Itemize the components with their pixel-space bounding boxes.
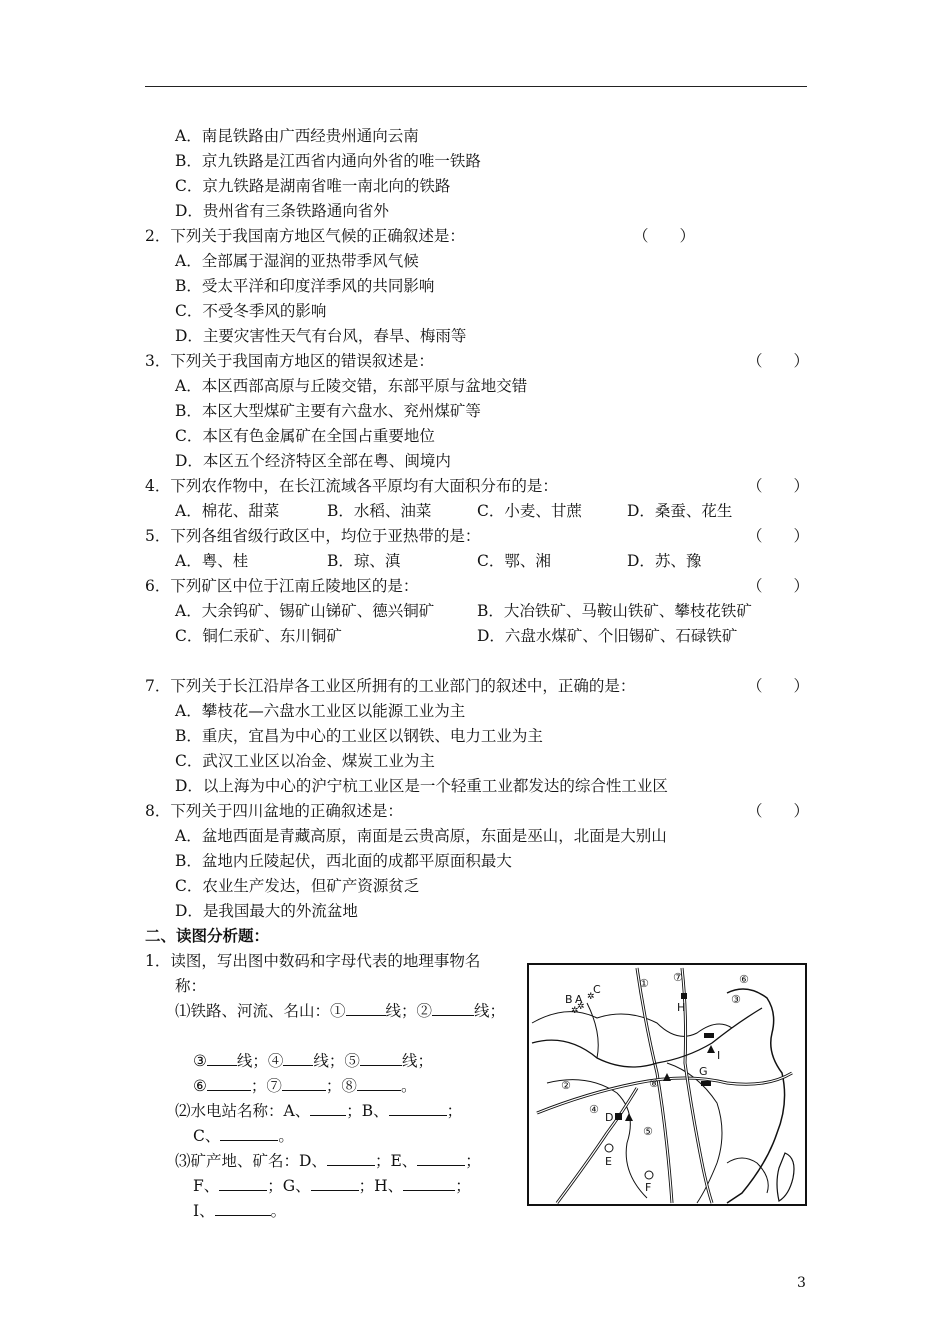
s2-sub1-line: ⑴铁路、河流、名山：① 线；② 线；: [175, 1002, 506, 1020]
q8-option-d: D．是我国最大的外流盆地: [175, 902, 358, 920]
answer-blank[interactable]: [327, 1151, 375, 1166]
answer-blank[interactable]: [389, 1101, 447, 1116]
q4-answer-paren: （ ）: [747, 477, 810, 495]
s2-sub3-line3: I、 。: [193, 1202, 287, 1220]
map-label-a: A: [575, 993, 583, 1006]
q1-option-c: C．京九铁路是湖南省唯一南北向的铁路: [175, 177, 451, 195]
q5-option-a: A．粤、桂: [175, 552, 249, 570]
q2-option-b: B．受太平洋和印度洋季风的共同影响: [175, 277, 435, 295]
q5-stem: 5．下列各组省级行政区中，均位于亚热带的是：: [145, 527, 481, 545]
answer-blank[interactable]: [403, 1176, 455, 1191]
q2-option-a: A．全部属于湿润的亚热带季风气候: [175, 252, 419, 270]
answer-blank[interactable]: [207, 1051, 237, 1066]
q4-option-c: C．小麦、甘蔗: [477, 502, 582, 520]
answer-blank[interactable]: [432, 1001, 474, 1016]
map-label-i: I: [717, 1049, 721, 1062]
q4-stem: 4．下列农作物中，在长江流域各平原均有大面积分布的是：: [145, 477, 558, 495]
map-label-3: ③: [731, 993, 741, 1006]
q4-option-b: B．水稻、油菜: [327, 502, 432, 520]
s2-sub2-line2: C、 。: [193, 1127, 294, 1145]
q6-option-c: C．铜仁汞矿、东川铜矿: [175, 627, 342, 645]
q1-option-d: D．贵州省有三条铁路通向省外: [175, 202, 389, 220]
map-label-f: F: [645, 1181, 652, 1194]
q1-option-b: B．京九铁路是江西省内通向外省的唯一铁路: [175, 152, 481, 170]
q2-option-d: D．主要灾害性天气有台风，春旱、梅雨等: [175, 327, 467, 345]
q3-stem: 3．下列关于我国南方地区的错误叙述是：: [145, 352, 434, 370]
answer-blank[interactable]: [310, 1101, 346, 1116]
answer-blank[interactable]: [219, 1176, 267, 1191]
hydro-star-icon: ✲: [571, 1006, 579, 1016]
q5-answer-paren: （ ）: [747, 527, 810, 545]
page-number: 3: [797, 1275, 806, 1291]
q4-option-d: D．桑蚕、花生: [627, 502, 733, 520]
s2-sub3-line2: F、 ；G、 ；H、 ；: [193, 1177, 471, 1195]
q2-stem: 2．下列关于我国南方地区气候的正确叙述是：: [145, 227, 465, 245]
answer-blank[interactable]: [282, 1076, 326, 1091]
q7-answer-paren: （ ）: [747, 677, 810, 695]
map-label-b: B: [565, 993, 573, 1006]
hydro-star-icon: ✲: [577, 1002, 585, 1012]
q8-answer-paren: （ ）: [747, 802, 810, 820]
s2-sub1-line3: ⑥ ；⑦ ；⑧ 。: [193, 1077, 417, 1095]
header-rule: [145, 86, 807, 87]
q8-stem: 8．下列关于四川盆地的正确叙述是：: [145, 802, 403, 820]
map-label-8: ⑧: [649, 1077, 659, 1090]
q3-option-b: B．本区大型煤矿主要有六盘水、兖州煤矿等: [175, 402, 481, 420]
q7-option-b: B．重庆，宜昌为中心的工业区以钢铁、电力工业为主: [175, 727, 543, 745]
map-label-g: G: [699, 1065, 708, 1078]
answer-blank[interactable]: [346, 1001, 386, 1016]
map-label-4: ④: [589, 1103, 599, 1116]
mine-symbol: [701, 1081, 711, 1086]
hydro-star-icon: ✲: [587, 992, 595, 1002]
q7-option-d: D．以上海为中心的沪宁杭工业区是一个轻重工业都发达的综合性工业区: [175, 777, 668, 795]
south-china-map: [527, 963, 807, 1206]
q5-option-d: D．苏、豫: [627, 552, 702, 570]
q6-option-a: A．大余钨矿、锡矿山锑矿、德兴铜矿: [175, 602, 435, 620]
answer-blank[interactable]: [357, 1076, 401, 1091]
map-label-c: C: [593, 983, 601, 996]
s2-sub2-line: ⑵水电站名称：A、 ；B、 ；: [175, 1102, 463, 1120]
answer-blank[interactable]: [207, 1076, 251, 1091]
s2-q1-line2: 称：: [175, 977, 207, 995]
q2-answer-paren: （ ）: [633, 227, 696, 245]
q3-option-c: C．本区有色金属矿在全国占重要地位: [175, 427, 435, 445]
q6-option-b: B．大冶铁矿、马鞍山铁矿、攀枝花铁矿: [477, 602, 752, 620]
s2-q1-line1: 1．读图，写出图中数码和字母代表的地理事物名: [145, 952, 481, 970]
q8-option-a: A．盆地西面是青藏高原，南面是云贵高原，东面是巫山，北面是大别山: [175, 827, 667, 845]
q4-option-a: A．棉花、甜菜: [175, 502, 280, 520]
q6-option-d: D．六盘水煤矿、个旧锡矿、石碌铁矿: [477, 627, 738, 645]
q3-option-a: A．本区西部高原与丘陵交错，东部平原与盆地交错: [175, 377, 528, 395]
q8-option-c: C．农业生产发达，但矿产资源贫乏: [175, 877, 420, 895]
answer-blank[interactable]: [215, 1201, 271, 1216]
map-label-e: E: [605, 1155, 612, 1168]
q2-option-c: C．不受冬季风的影响: [175, 302, 327, 320]
q5-option-c: C．鄂、湘: [477, 552, 551, 570]
map-label-d: D: [605, 1111, 614, 1124]
q6-stem: 6．下列矿区中位于江南丘陵地区的是：: [145, 577, 419, 595]
mine-symbol: [615, 1113, 622, 1120]
answer-blank[interactable]: [311, 1176, 359, 1191]
q7-option-a: A．攀枝花—六盘水工业区以能源工业为主: [175, 702, 466, 720]
q5-option-b: B．琼、滇: [327, 552, 401, 570]
q3-answer-paren: （ ）: [747, 352, 810, 370]
sub1-head: ⑴铁路、河流、名山：①: [175, 1002, 346, 1020]
q7-stem: 7．下列关于长江沿岸各工业区所拥有的工业部门的叙述中，正确的是：: [145, 677, 636, 695]
q1-option-a: A．南昆铁路由广西经贵州通向云南: [175, 127, 419, 145]
mine-symbol: [704, 1033, 714, 1038]
q6-answer-paren: （ ）: [747, 577, 810, 595]
map-label-1: ①: [639, 977, 649, 990]
answer-blank[interactable]: [220, 1126, 278, 1141]
q7-option-c: C．武汉工业区以冶金、煤炭工业为主: [175, 752, 435, 770]
s2-sub3-line: ⑶矿产地、矿名：D、 ；E、 ；: [175, 1152, 481, 1170]
map-label-h: H: [677, 1001, 686, 1014]
section2-title: 二、读图分析题：: [145, 926, 270, 945]
map-label-2: ②: [561, 1079, 571, 1092]
answer-blank[interactable]: [283, 1051, 313, 1066]
map-label-7: ⑦: [673, 971, 683, 984]
mine-symbol: [681, 993, 687, 999]
s2-sub1-line2: ③ 线；④ 线；⑤ 线；: [193, 1052, 433, 1070]
answer-blank[interactable]: [360, 1051, 402, 1066]
answer-blank[interactable]: [417, 1151, 465, 1166]
q3-option-d: D．本区五个经济特区全部在粤、闽境内: [175, 452, 451, 470]
map-label-6: ⑥: [739, 973, 749, 986]
q8-option-b: B．盆地内丘陵起伏，西北面的成都平原面积最大: [175, 852, 512, 870]
map-label-5: ⑤: [643, 1125, 653, 1138]
